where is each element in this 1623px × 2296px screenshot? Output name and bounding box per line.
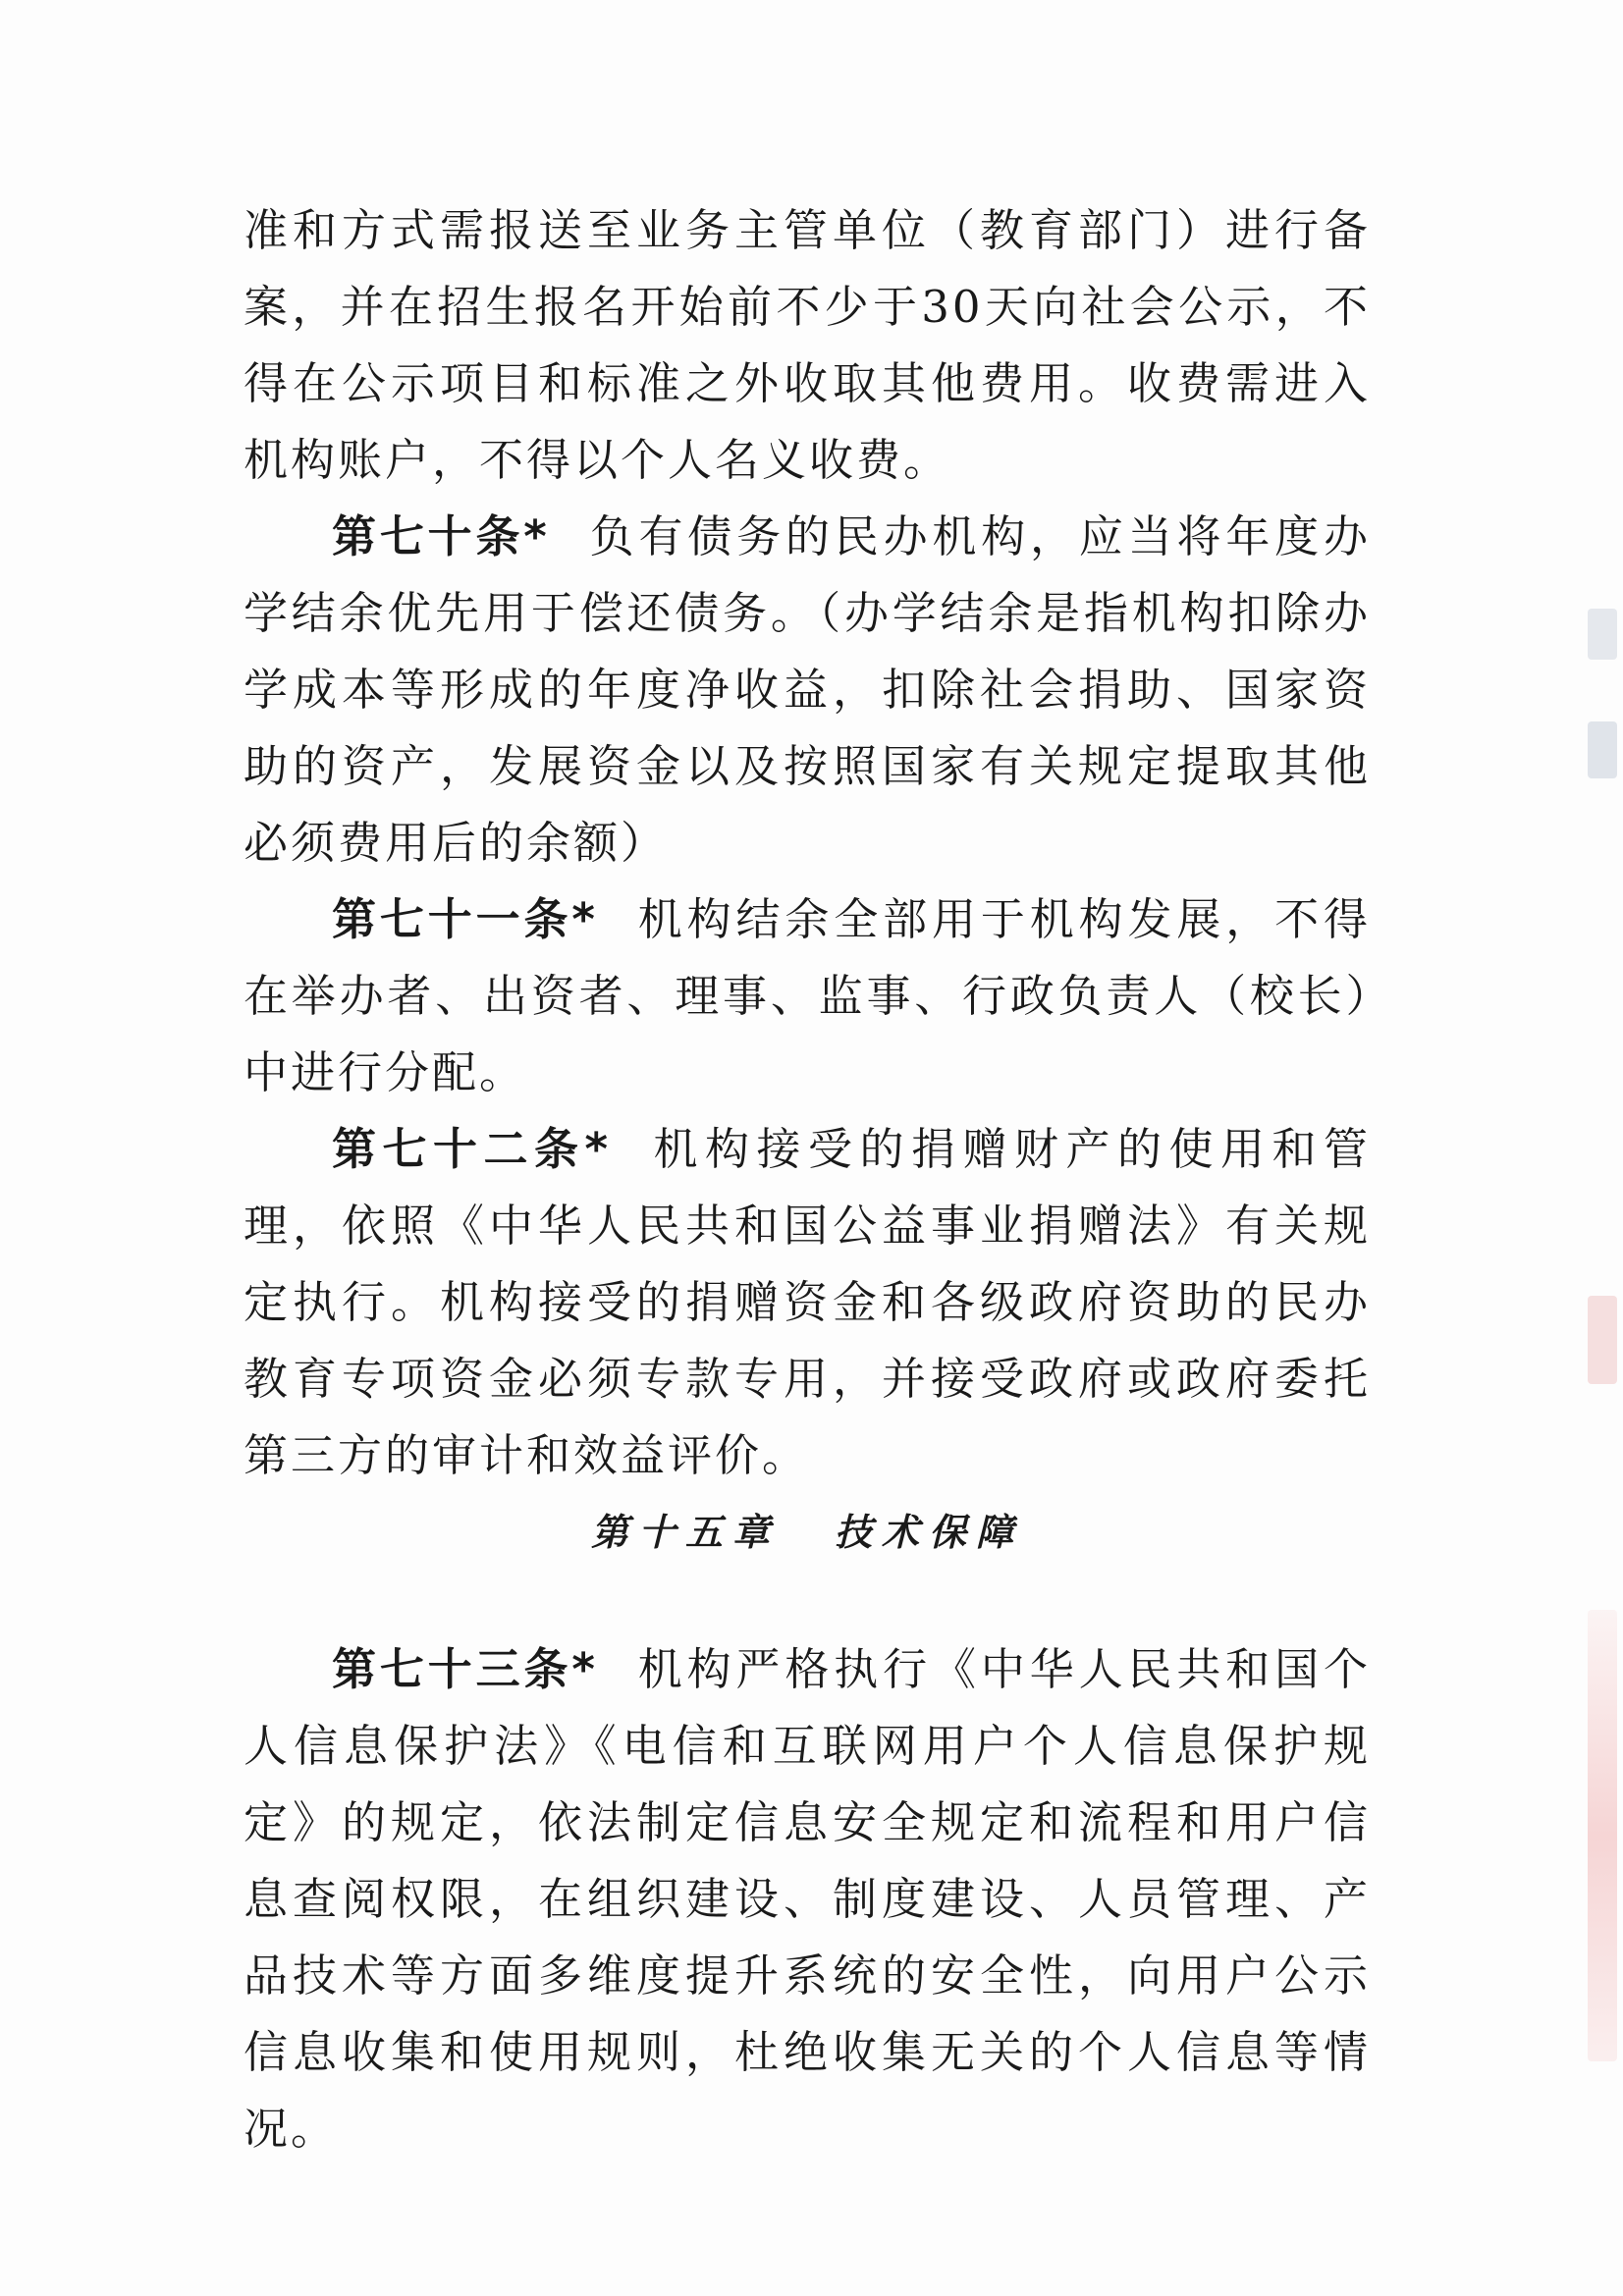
article-72-heading: 第七十二条* (332, 1123, 611, 1175)
article-71-text: 机构结余全部用于机构发展，不得在举办者、出资者、理事、监事、行政负责人（校长）中进行分配。 (243, 893, 1371, 1098)
seal-fragment-mark (1588, 721, 1617, 778)
seal-fragment-mark (1588, 609, 1617, 660)
continuation-paragraph: 准和方式需报送至业务主管单位（教育部门）进行备案，并在招生报名开始前不少于30天向社会公示，不得在公示项目和标准之外收取其他费用。收费需进入机构账户，不得以个人名义收费。 (243, 204, 1371, 486)
seal-fragment-mark (1588, 1296, 1617, 1384)
chapter-spacer (243, 1571, 1371, 1631)
document-body (243, 192, 1371, 2167)
article-70-text: 负有债务的民办机构，应当将年度办学结余优先用于偿还债务。（办学结余是指机构扣除办学成本等形成的年度净收益，扣除社会捐助、国家资助的资产，发展资金以及按照国家有关规定提取其他必须费用后的余额） (243, 510, 1371, 869)
article-71 (243, 881, 1371, 1111)
seal-fragment-mark (1588, 1610, 1617, 2061)
chapter-title: 技术保障 (835, 1510, 1024, 1554)
article-71-heading: 第七十一条* (332, 893, 597, 945)
chapter-number: 第十五章 (590, 1510, 780, 1554)
article-72-text: 机构接受的捐赠财产的使用和管理，依照《中华人民共和国公益事业捐赠法》有关规定执行。机构接受的捐赠资金和各级政府资助的民办教育专项资金必须专款专用，并接受政府或政府委托第三方的审计和效益评价。 (243, 1123, 1371, 1481)
article-73-text: 机构严格执行《中华人民共和国个人信息保护法》《电信和互联网用户个人信息保护规定》的规定，依法制定信息安全规定和流程和用户信息查阅权限，在组织建设、制度建设、人员管理、产品技术等方面多维度提升系统的安全性，向用户公示信息收集和使用规则，杜绝收集无关的个人信息等情况。 (243, 1643, 1371, 2155)
article-73-heading: 第七十三条* (332, 1643, 597, 1695)
article-72 (243, 1111, 1371, 1494)
article-73 (243, 1631, 1371, 2167)
article-70 (243, 499, 1371, 881)
chapter-heading (243, 1494, 1371, 1571)
article-70-heading: 第七十条* (332, 510, 549, 562)
